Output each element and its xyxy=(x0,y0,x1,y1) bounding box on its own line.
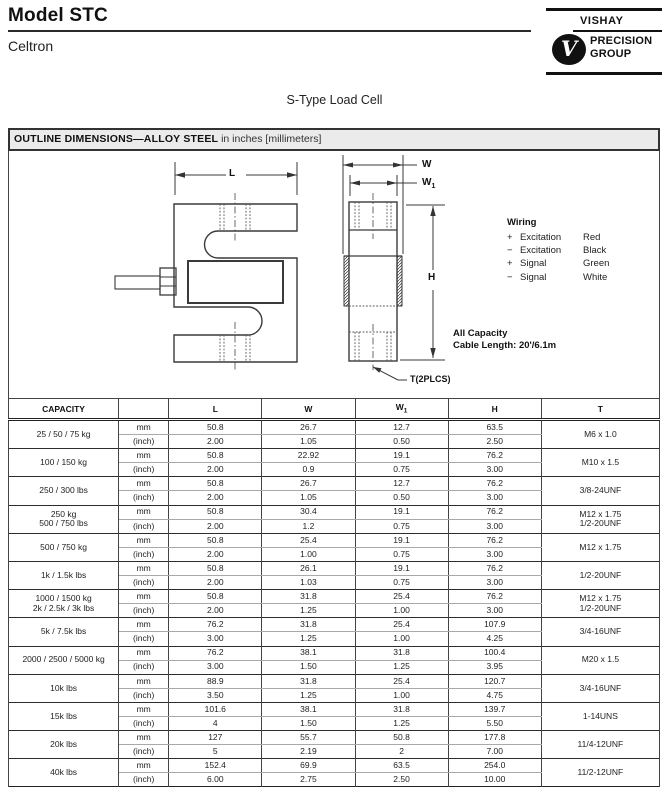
dim-value-cell: 50.8 xyxy=(169,505,262,519)
dim-value-cell: 2.75 xyxy=(262,773,355,787)
page-title: Model STC xyxy=(8,5,108,26)
dim-value-cell: 22.92 xyxy=(262,449,355,463)
dim-value-cell: 38.1 xyxy=(262,646,355,660)
unit-cell: (inch) xyxy=(119,632,169,646)
unit-cell: mm xyxy=(119,646,169,660)
thread-cell: 3/8-24UNF xyxy=(541,477,659,505)
dim-value-cell: 1.05 xyxy=(262,491,355,505)
wiring-name: Excitation xyxy=(520,232,562,243)
vishay-v-icon: V xyxy=(552,34,586,65)
column-header: $W_1$ xyxy=(355,399,448,420)
dim-value-cell: 38.1 xyxy=(262,702,355,716)
front-view-drawing xyxy=(115,162,297,372)
dim-value-cell: 1.2 xyxy=(262,519,355,533)
unit-cell: (inch) xyxy=(119,547,169,561)
capacity-row-mm xyxy=(9,702,660,716)
dim-value-cell: 19.1 xyxy=(355,505,448,519)
wiring-legend xyxy=(507,217,609,284)
dim-value-cell: 1.25 xyxy=(355,660,448,674)
dim-value-cell: 3.00 xyxy=(448,547,541,561)
unit-cell: (inch) xyxy=(119,604,169,618)
dim-value-cell: 254.0 xyxy=(448,759,541,773)
logo-swoosh-rule xyxy=(573,30,662,32)
dim-value-cell: 2.50 xyxy=(448,435,541,449)
thread-cell: M12 x 1.75 1/2-20UNF xyxy=(541,590,659,618)
dim-value-cell: 1.25 xyxy=(262,632,355,646)
dim-value-cell: 5.50 xyxy=(448,716,541,730)
dim-value-cell: 76.2 xyxy=(448,590,541,604)
logo-group-text: GROUP xyxy=(590,48,632,60)
logo-bottom-rule xyxy=(546,72,662,75)
unit-cell: (inch) xyxy=(119,745,169,759)
dim-value-cell: 3.95 xyxy=(448,660,541,674)
thread-cell: M20 x 1.5 xyxy=(541,646,659,674)
dim-label-w1: $W_1$ xyxy=(422,177,436,190)
unit-cell: mm xyxy=(119,674,169,688)
wiring-sign: − xyxy=(507,245,513,257)
wiring-row xyxy=(507,244,609,257)
dim-value-cell: 1.25 xyxy=(262,604,355,618)
table-header-row xyxy=(9,399,660,420)
wiring-color: Green xyxy=(583,258,610,270)
outline-dimensions-section xyxy=(8,128,660,787)
dim-value-cell: 3.00 xyxy=(448,519,541,533)
capacity-cell: 25 / 50 / 75 kg xyxy=(9,420,119,449)
thread-cell: 3/4-16UNF xyxy=(541,674,659,702)
capacity-row-mm xyxy=(9,731,660,745)
dim-value-cell: 1.05 xyxy=(262,435,355,449)
dim-value-cell: 30.4 xyxy=(262,505,355,519)
dim-value-cell: 107.9 xyxy=(448,618,541,632)
wiring-color: Red xyxy=(583,232,601,243)
section-title: OUTLINE DIMENSIONS—ALLOY STEEL xyxy=(14,133,219,145)
dim-value-cell: 1.00 xyxy=(355,632,448,646)
dim-value-cell: 76.2 xyxy=(169,618,262,632)
capacity-cell: 100 / 150 kg xyxy=(9,449,119,477)
unit-cell: (inch) xyxy=(119,688,169,702)
unit-cell: mm xyxy=(119,731,169,745)
capacity-row-mm xyxy=(9,477,660,491)
unit-cell: mm xyxy=(119,420,169,435)
unit-cell: mm xyxy=(119,561,169,575)
thread-cell: 1/2-20UNF xyxy=(541,561,659,589)
dim-value-cell: 2.00 xyxy=(169,547,262,561)
dim-value-cell: 2.00 xyxy=(169,519,262,533)
wiring-sign: + xyxy=(507,232,513,243)
wiring-name: Signal xyxy=(520,271,547,283)
dim-value-cell: 2 xyxy=(355,745,448,759)
dim-value-cell: 31.8 xyxy=(262,618,355,632)
dim-value-cell: 55.7 xyxy=(262,731,355,745)
dim-value-cell: 2.00 xyxy=(169,463,262,477)
wiring-title: Wiring xyxy=(507,217,537,228)
unit-cell: (inch) xyxy=(119,519,169,533)
dim-value-cell: 1.00 xyxy=(355,604,448,618)
logo-precision-text: PRECISION xyxy=(590,35,653,47)
dim-value-cell: 152.4 xyxy=(169,759,262,773)
capacity-row-mm xyxy=(9,420,660,435)
unit-cell: (inch) xyxy=(119,773,169,787)
outline-drawing-area xyxy=(8,151,660,398)
dim-value-cell: 76.2 xyxy=(448,505,541,519)
dim-value-cell: 4 xyxy=(169,716,262,730)
dim-label-l: L xyxy=(229,168,236,179)
column-header: W xyxy=(262,399,355,420)
dim-value-cell: 63.5 xyxy=(355,759,448,773)
dim-value-cell: 10.00 xyxy=(448,773,541,787)
dim-value-cell: 69.9 xyxy=(262,759,355,773)
dim-value-cell: 4.25 xyxy=(448,632,541,646)
capacity-cell: 500 / 750 kg xyxy=(9,533,119,561)
column-header: L xyxy=(169,399,262,420)
dim-value-cell: 31.8 xyxy=(355,646,448,660)
dim-value-cell: 3.00 xyxy=(448,463,541,477)
dim-value-cell: 2.00 xyxy=(169,491,262,505)
capacity-row-mm xyxy=(9,561,660,575)
vishay-logo xyxy=(546,8,662,75)
capacity-cell: 1000 / 1500 kg 2k / 2.5k / 3k lbs xyxy=(9,590,119,618)
unit-cell: mm xyxy=(119,618,169,632)
dim-value-cell: 0.50 xyxy=(355,491,448,505)
dim-value-cell: 50.8 xyxy=(169,533,262,547)
logo-vishay-text: VISHAY xyxy=(580,15,624,27)
logo-top-rule xyxy=(546,8,662,11)
unit-cell: mm xyxy=(119,702,169,716)
dim-value-cell: 2.19 xyxy=(262,745,355,759)
title-divider xyxy=(8,30,531,32)
column-header: CAPACITY xyxy=(9,399,119,420)
dim-value-cell: 12.7 xyxy=(355,477,448,491)
unit-cell: mm xyxy=(119,477,169,491)
dim-value-cell: 1.25 xyxy=(355,716,448,730)
dim-value-cell: 26.1 xyxy=(262,561,355,575)
dim-value-cell: 50.8 xyxy=(169,420,262,435)
dim-value-cell: 0.75 xyxy=(355,547,448,561)
unit-cell: mm xyxy=(119,590,169,604)
capacity-row-mm xyxy=(9,505,660,519)
dim-value-cell: 2.00 xyxy=(169,576,262,590)
dim-value-cell: 76.2 xyxy=(448,449,541,463)
dim-value-cell: 1.50 xyxy=(262,716,355,730)
dim-value-cell: 31.8 xyxy=(262,674,355,688)
section-header-bar xyxy=(8,128,660,151)
thread-cell: 1-14UNS xyxy=(541,702,659,730)
dim-value-cell: 4.75 xyxy=(448,688,541,702)
wiring-row xyxy=(507,257,609,270)
unit-cell: mm xyxy=(119,533,169,547)
unit-cell: (inch) xyxy=(119,491,169,505)
dim-value-cell: 31.8 xyxy=(262,590,355,604)
dim-value-cell: 2.00 xyxy=(169,435,262,449)
unit-cell: mm xyxy=(119,449,169,463)
dim-value-cell: 1.00 xyxy=(262,547,355,561)
dim-value-cell: 50.8 xyxy=(169,590,262,604)
unit-cell: (inch) xyxy=(119,716,169,730)
dim-label-w: W xyxy=(422,159,432,170)
column-header: H xyxy=(448,399,541,420)
dim-label-t-2plcs: T(2PLCS) xyxy=(410,374,451,384)
wiring-color: White xyxy=(583,271,608,283)
capacity-cell: 15k lbs xyxy=(9,702,119,730)
dim-value-cell: 25.4 xyxy=(355,618,448,632)
capacity-cell: 5k / 7.5k lbs xyxy=(9,618,119,646)
dim-value-cell: 7.00 xyxy=(448,745,541,759)
thread-cell: M12 x 1.75 xyxy=(541,533,659,561)
unit-cell: (inch) xyxy=(119,660,169,674)
dim-value-cell: 3.00 xyxy=(448,604,541,618)
dim-value-cell: 25.4 xyxy=(355,590,448,604)
dim-value-cell: 19.1 xyxy=(355,449,448,463)
capacity-cell: 10k lbs xyxy=(9,674,119,702)
dim-value-cell: 19.1 xyxy=(355,533,448,547)
dim-value-cell: 50.8 xyxy=(355,731,448,745)
wiring-sign: + xyxy=(507,258,513,270)
dim-value-cell: 0.50 xyxy=(355,435,448,449)
dim-value-cell: 88.9 xyxy=(169,674,262,688)
dim-value-cell: 25.4 xyxy=(262,533,355,547)
dim-value-cell: 100.4 xyxy=(448,646,541,660)
product-heading: S-Type Load Cell xyxy=(286,93,383,107)
dim-value-cell: 3.00 xyxy=(169,660,262,674)
thread-cell: M6 x 1.0 xyxy=(541,420,659,449)
column-header xyxy=(119,399,169,420)
unit-cell: (inch) xyxy=(119,576,169,590)
unit-cell: (inch) xyxy=(119,435,169,449)
capacity-row-mm xyxy=(9,533,660,547)
dim-value-cell: 3.00 xyxy=(448,491,541,505)
dim-value-cell: 1.50 xyxy=(262,660,355,674)
dim-value-cell: 0.75 xyxy=(355,519,448,533)
cable-note-line1: All Capacity xyxy=(453,328,508,339)
capacity-row-mm xyxy=(9,646,660,660)
capacity-row-mm xyxy=(9,618,660,632)
wiring-name: Signal xyxy=(520,258,547,270)
capacity-cell: 250 / 300 lbs xyxy=(9,477,119,505)
capacity-cell: 2000 / 2500 / 5000 kg xyxy=(9,646,119,674)
cable-note xyxy=(453,328,556,351)
dim-value-cell: 2.50 xyxy=(355,773,448,787)
dim-value-cell: 76.2 xyxy=(448,561,541,575)
dim-value-cell: 50.8 xyxy=(169,477,262,491)
dim-value-cell: 0.9 xyxy=(262,463,355,477)
dim-value-cell: 2.00 xyxy=(169,604,262,618)
dim-value-cell: 101.6 xyxy=(169,702,262,716)
dim-value-cell: 76.2 xyxy=(448,477,541,491)
dim-value-cell: 26.7 xyxy=(262,477,355,491)
unit-cell: (inch) xyxy=(119,463,169,477)
wiring-row xyxy=(507,271,609,284)
dim-value-cell: 127 xyxy=(169,731,262,745)
dim-value-cell: 76.2 xyxy=(169,646,262,660)
dim-value-cell: 25.4 xyxy=(355,674,448,688)
column-header: T xyxy=(541,399,659,420)
dim-value-cell: 1.25 xyxy=(262,688,355,702)
dim-value-cell: 139.7 xyxy=(448,702,541,716)
dim-value-cell: 1.00 xyxy=(355,688,448,702)
capacity-cell: 250 kg 500 / 750 lbs xyxy=(9,505,119,533)
dim-value-cell: 120.7 xyxy=(448,674,541,688)
unit-cell: mm xyxy=(119,759,169,773)
brand-name: Celtron xyxy=(8,38,54,54)
dimensions-table xyxy=(8,398,660,787)
capacity-row-mm xyxy=(9,449,660,463)
dim-value-cell: 76.2 xyxy=(448,533,541,547)
dim-value-cell: 3.00 xyxy=(169,632,262,646)
wiring-name: Excitation xyxy=(520,245,562,257)
capacity-cell: 20k lbs xyxy=(9,731,119,759)
dim-value-cell: 31.8 xyxy=(355,702,448,716)
capacity-row-mm xyxy=(9,674,660,688)
dim-value-cell: 3.00 xyxy=(448,576,541,590)
thread-cell: 11/2-12UNF xyxy=(541,759,659,787)
dim-value-cell: 50.8 xyxy=(169,449,262,463)
thread-cell: 3/4-16UNF xyxy=(541,618,659,646)
thread-cell: 11/4-12UNF xyxy=(541,731,659,759)
dim-value-cell: 12.7 xyxy=(355,420,448,435)
dim-value-cell: 1.03 xyxy=(262,576,355,590)
capacity-row-mm xyxy=(9,590,660,604)
dim-value-cell: 0.75 xyxy=(355,576,448,590)
thread-cell: M12 x 1.75 1/2-20UNF xyxy=(541,505,659,533)
section-units-note: in inches [millimeters] xyxy=(218,133,322,145)
wiring-sign: − xyxy=(507,271,513,283)
thread-cell: M10 x 1.5 xyxy=(541,449,659,477)
capacity-row-mm xyxy=(9,759,660,773)
capacity-cell: 40k lbs xyxy=(9,759,119,787)
capacity-cell: 1k / 1.5k lbs xyxy=(9,561,119,589)
cable-note-line2: Cable Length: 20'/6.1m xyxy=(453,339,557,351)
dim-value-cell: 50.8 xyxy=(169,561,262,575)
wiring-color: Black xyxy=(583,245,607,257)
dim-value-cell: 6.00 xyxy=(169,773,262,787)
dim-value-cell: 177.8 xyxy=(448,731,541,745)
dim-value-cell: 26.7 xyxy=(262,420,355,435)
dim-value-cell: 0.75 xyxy=(355,463,448,477)
dim-value-cell: 19.1 xyxy=(355,561,448,575)
wiring-row xyxy=(507,231,609,244)
dim-value-cell: 5 xyxy=(169,745,262,759)
dim-value-cell: 3.50 xyxy=(169,688,262,702)
dim-label-h: H xyxy=(428,272,436,283)
unit-cell: mm xyxy=(119,505,169,519)
dim-value-cell: 63.5 xyxy=(448,420,541,435)
